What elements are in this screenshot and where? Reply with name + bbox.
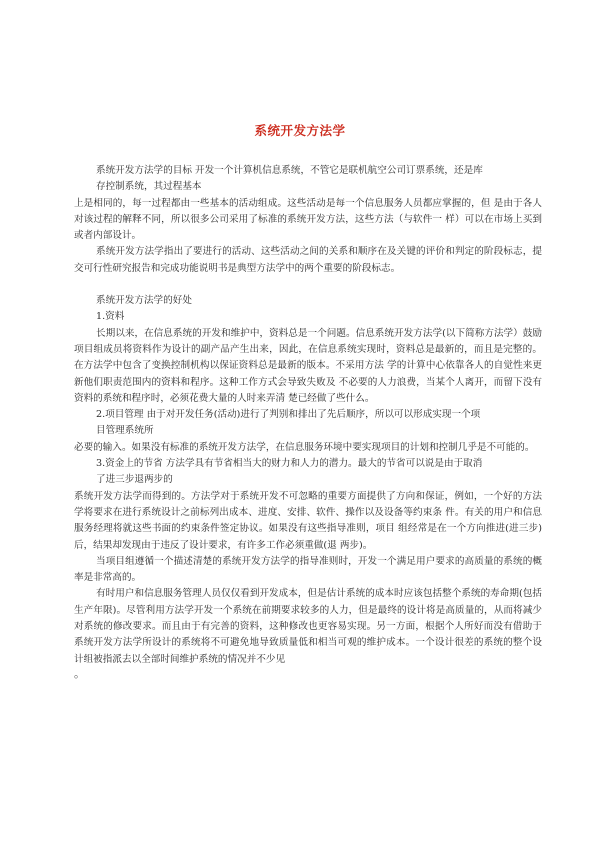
paragraph-tail-mark: 。 [74,666,85,680]
item-project-management: 2.项目管理 由于对开发任务(活动)进行了判别和排出了先后顺序，所以可以形成实现一个项 [96,409,481,421]
paragraph-lifecycle-cost: 有时用户和信息服务管理人员仅仅看到开发成本，但是估计系统的成本时应该包括整个系统的寿命期(包括生产年限)。尽管利用方法学开发一个系统在前期要求较多的人力，但是最终的设计将是高质量的，从而将减少对系统的修改要求。而且由于有完善的资料，这种修改也更容易实现。另一方面，根据个人所好而没有借助于系统开发方法学所设计的系统将不可避免地导致质量低和相当可观的维护成本。一个设计很差的系统的整个设计组被指派去以全部时间维护系统的情况并不少见 [74,588,542,665]
item-heading-documentation: 1.资料 [96,311,125,323]
paragraph-goal: 系统开发方法学的目标 开发一个计算机信息系统，不管它是联机航空公司订票系统，还是库 [96,165,483,176]
item-project-management-continuation: 目管理系统所 [96,425,154,437]
paragraph-cost-saving: 系统开发方法学而得到的。方法学对于系统开发不可忽略的重要方面提供了方向和保证，例如，一个好的方法学将要求在进行系统设计之前标列出成本、进度、安排、软件、操作以及设备等约束条 件。有关的用户和信息服务经理将就这些书面的约束条件签定协议。如果没有这些指导准则，项目 组经常是在一个方向推进(进三步)后，结果却发现由于违反了设计要求，有许多工作必须重做(退 两步)。 [74,490,542,551]
item-cost-saving: 3.资金上的节省 方法学具有节省相当大的财力和人力的潜力。最大的节省可以说是由于取消 [96,458,483,470]
document-title: 系统开发方法学 [254,123,346,138]
paragraph-methodology: 系统开发方法学指出了要进行的活动、这些活动之间的关系和顺序在及关键的评价和判定的阶段标志，提交可行性研究报告和完成功能说明书是典型方法学中的两个重要的阶段标志。 [74,246,542,274]
paragraph-project-management: 必要的输入。如果没有标准的系统开发方法学，在信息服务环境中要实现项目的计划和控制几乎是不可能的。 [74,441,535,453]
paragraph-gap [74,277,542,293]
paragraph-quality: 当项目组遵循一个描述清楚的系统开发方法学的指导准则时，开发一个满足用户要求的高质量的系统的概率是非常高的。 [74,555,542,584]
document-body [74,163,542,680]
paragraph-goal-continuation: 存控制系统，其过程基本 [96,181,202,193]
paragraph-goal-body: 上是相同的，每一过程都由一些基本的活动组成。这些活动是每一个信息服务人员都应掌握的，但 是由于各人对该过程的解释不同，所以很多公司采用了标准的系统开发方法，这些方法（与软件一 样）可以在市场上买到或者内部设计。 [74,197,542,242]
section-heading-benefits: 系统开发方法学的好处 [96,295,192,307]
paragraph-documentation: 长期以来，在信息系统的开发和维护中，资料总是一个问题。信息系统开发方法学(以下简称方法学）鼓励项目组成员将资料作为设计的副产品产生出来，因此，在信息系统实现时，资料总是最新的，而且是完整的。在方法学中包含了变换控制机构以保证资料总是最新的版本。不采用方法 学的计算中心依靠各人的自觉性来更新他们职责范围内的资料和程序。这种工作方式会导致失败及 不必要的人力浪费，当某个人离开，而留下没有资料的系统和程序时，必须花费大量的人时来弄清 楚已经做了些什么。 [74,327,542,404]
item-cost-saving-continuation: 了进三步退两步的 [96,474,173,486]
